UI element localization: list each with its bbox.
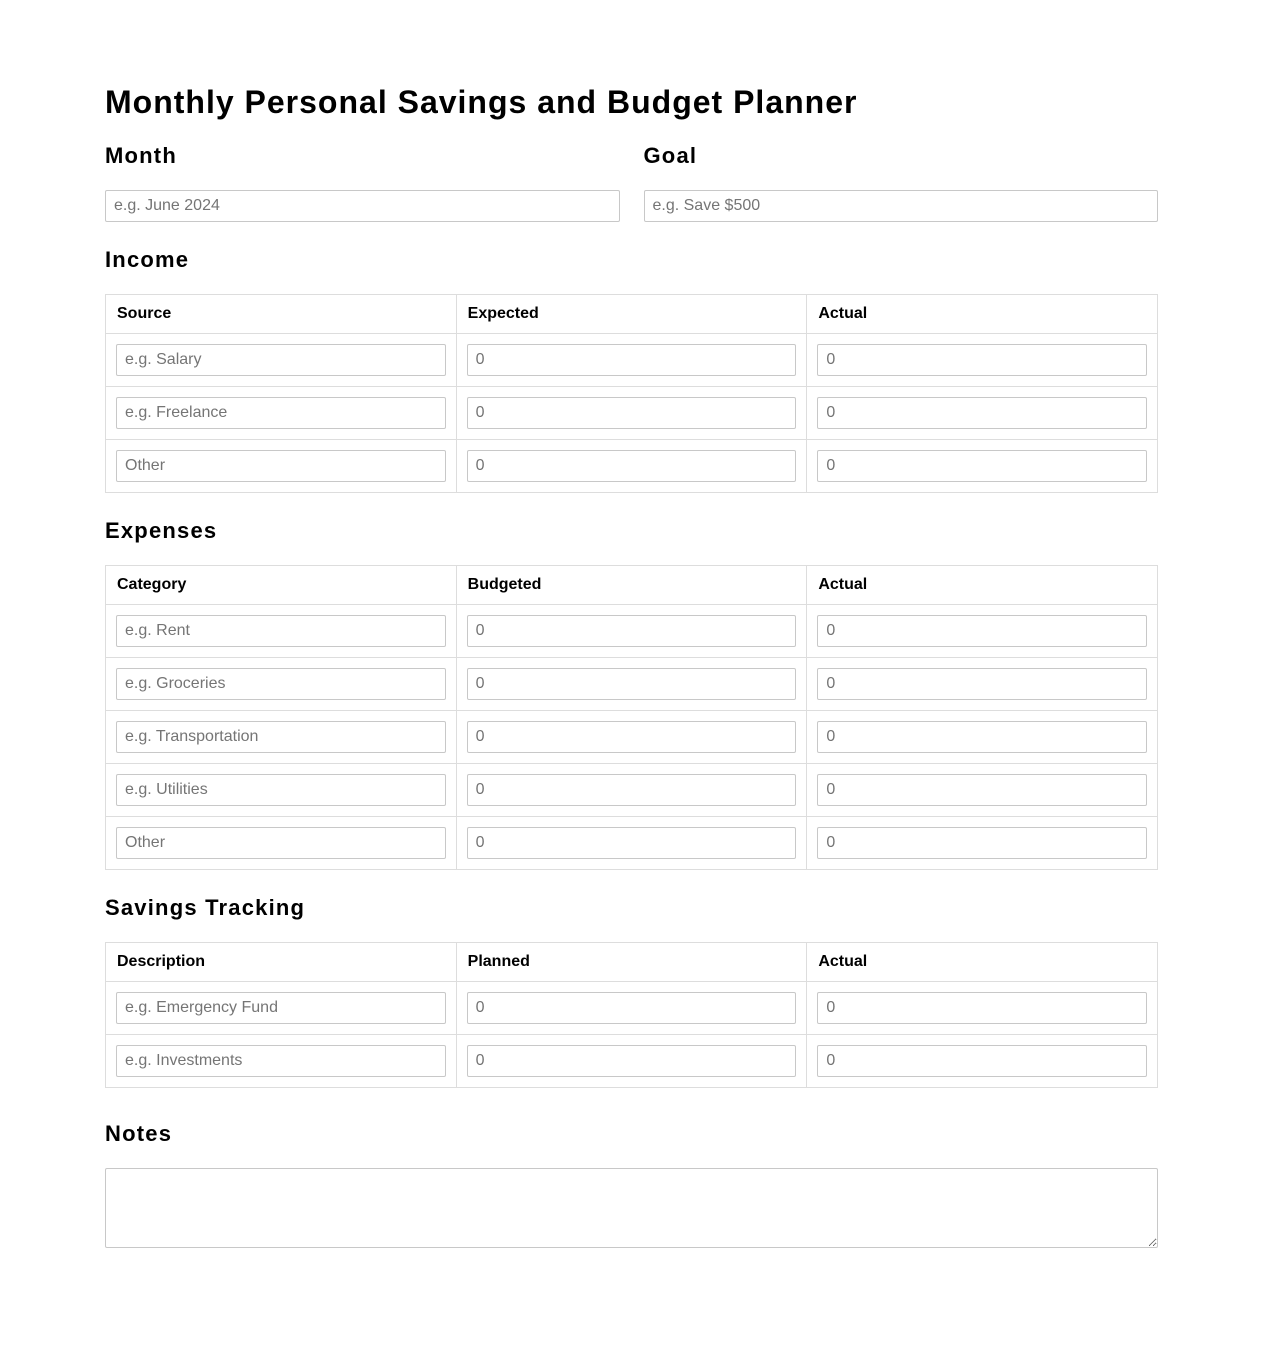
- cell: [807, 387, 1158, 440]
- column-header: Description: [106, 943, 457, 982]
- cell: [807, 334, 1158, 387]
- cell: [456, 1035, 807, 1088]
- income-name-placeholder: Other: [125, 457, 166, 474]
- cell: [106, 982, 457, 1035]
- cell: [807, 605, 1158, 658]
- savings-actual-input[interactable]: [817, 1045, 1147, 1077]
- income-name-placeholder: e.g. Freelance: [125, 404, 228, 421]
- month-field-group: [105, 142, 620, 222]
- cell: [106, 658, 457, 711]
- table-row: [106, 817, 1158, 870]
- expenses-name-input[interactable]: [116, 721, 446, 753]
- table-row: [106, 658, 1158, 711]
- expenses-actual-input[interactable]: [817, 721, 1147, 753]
- table-header-row: [106, 943, 1158, 982]
- table-row: [106, 334, 1158, 387]
- expenses-name-placeholder: e.g. Rent: [125, 622, 190, 639]
- table-row: [106, 1035, 1158, 1088]
- notes-heading: Notes: [105, 1121, 173, 1146]
- expenses-name-field: [116, 721, 446, 753]
- savings-table: [105, 942, 1158, 1088]
- expenses-actual-input[interactable]: [817, 615, 1147, 647]
- savings-name-placeholder: e.g. Emergency Fund: [125, 999, 278, 1016]
- income-heading: Income: [105, 247, 190, 272]
- cell: [456, 711, 807, 764]
- goal-field-group: [644, 142, 1159, 222]
- expenses-budgeted-input[interactable]: [467, 668, 797, 700]
- expenses-budgeted-input[interactable]: [467, 827, 797, 859]
- cell: [106, 440, 457, 493]
- income-name-input[interactable]: [116, 450, 446, 482]
- expenses-name-input[interactable]: [116, 774, 446, 806]
- cell: [456, 387, 807, 440]
- goal-input[interactable]: [644, 190, 1159, 222]
- expenses-name-input[interactable]: [116, 615, 446, 647]
- savings-section: [105, 894, 1158, 1088]
- cell: [456, 817, 807, 870]
- expenses-name-input[interactable]: [116, 827, 446, 859]
- page-title: Monthly Personal Savings and Budget Planner: [105, 84, 858, 120]
- expenses-table: [105, 565, 1158, 870]
- cell: [106, 711, 457, 764]
- expenses-name-placeholder: e.g. Transportation: [125, 728, 259, 745]
- month-input[interactable]: [105, 190, 620, 222]
- savings-actual-input[interactable]: [817, 992, 1147, 1024]
- income-name-field: [116, 344, 446, 376]
- savings-heading: Savings Tracking: [105, 895, 306, 920]
- expenses-name-field: [116, 774, 446, 806]
- savings-name-input[interactable]: [116, 1045, 446, 1077]
- column-header: Expected: [456, 295, 807, 334]
- savings-planned-input[interactable]: [467, 1045, 797, 1077]
- column-header: Budgeted: [456, 566, 807, 605]
- table-row: [106, 764, 1158, 817]
- cell: [106, 764, 457, 817]
- income-table: [105, 294, 1158, 493]
- cell: [807, 764, 1158, 817]
- expenses-name-field: [116, 668, 446, 700]
- cell: [106, 1035, 457, 1088]
- income-expected-input[interactable]: [467, 397, 797, 429]
- cell: [456, 982, 807, 1035]
- cell: [456, 440, 807, 493]
- notes-textarea[interactable]: [105, 1168, 1158, 1248]
- income-name-field: [116, 397, 446, 429]
- table-row: [106, 440, 1158, 493]
- month-label: Month: [105, 143, 177, 168]
- cell: [456, 605, 807, 658]
- cell: [106, 605, 457, 658]
- table-row: [106, 711, 1158, 764]
- column-header: Actual: [807, 295, 1158, 334]
- column-header: Category: [106, 566, 457, 605]
- income-name-placeholder: e.g. Salary: [125, 351, 202, 368]
- expenses-name-field: [116, 615, 446, 647]
- column-header: Actual: [807, 566, 1158, 605]
- income-name-input[interactable]: [116, 397, 446, 429]
- savings-name-field: [116, 1045, 446, 1077]
- cell: [807, 817, 1158, 870]
- cell: [807, 658, 1158, 711]
- expenses-budgeted-input[interactable]: [467, 774, 797, 806]
- cell: [106, 387, 457, 440]
- savings-name-input[interactable]: [116, 992, 446, 1024]
- column-header: Planned: [456, 943, 807, 982]
- column-header: Source: [106, 295, 457, 334]
- expenses-name-placeholder: Other: [125, 834, 166, 851]
- expenses-name-field: [116, 827, 446, 859]
- income-section: [105, 246, 1158, 493]
- month-goal-row: [105, 142, 1158, 222]
- income-actual-input[interactable]: [817, 344, 1147, 376]
- savings-name-field: [116, 992, 446, 1024]
- expenses-name-placeholder: e.g. Utilities: [125, 781, 208, 798]
- expenses-heading: Expenses: [105, 518, 218, 543]
- expenses-section: [105, 517, 1158, 870]
- expenses-name-input[interactable]: [116, 668, 446, 700]
- savings-planned-input[interactable]: [467, 992, 797, 1024]
- income-name-field: [116, 450, 446, 482]
- income-actual-input[interactable]: [817, 450, 1147, 482]
- cell: [456, 658, 807, 711]
- cell: [807, 440, 1158, 493]
- cell: [106, 334, 457, 387]
- cell: [807, 1035, 1158, 1088]
- goal-label: Goal: [643, 143, 698, 168]
- expenses-name-placeholder: e.g. Groceries: [125, 675, 226, 692]
- expenses-actual-input[interactable]: [817, 827, 1147, 859]
- cell: [456, 334, 807, 387]
- income-actual-input[interactable]: [817, 397, 1147, 429]
- table-header-row: [106, 295, 1158, 334]
- cell: [807, 982, 1158, 1035]
- cell: [106, 817, 457, 870]
- expenses-budgeted-input[interactable]: [467, 721, 797, 753]
- table-row: [106, 982, 1158, 1035]
- cell: [807, 711, 1158, 764]
- column-header: Actual: [807, 943, 1158, 982]
- table-header-row: [106, 566, 1158, 605]
- income-name-input[interactable]: [116, 344, 446, 376]
- cell: [456, 764, 807, 817]
- table-row: [106, 605, 1158, 658]
- expenses-actual-input[interactable]: [817, 668, 1147, 700]
- income-expected-input[interactable]: [467, 450, 797, 482]
- planner-page: [105, 0, 1158, 1332]
- sections: [105, 246, 1158, 1088]
- income-expected-input[interactable]: [467, 344, 797, 376]
- savings-name-placeholder: e.g. Investments: [125, 1052, 243, 1069]
- table-row: [106, 387, 1158, 440]
- expenses-actual-input[interactable]: [817, 774, 1147, 806]
- expenses-budgeted-input[interactable]: [467, 615, 797, 647]
